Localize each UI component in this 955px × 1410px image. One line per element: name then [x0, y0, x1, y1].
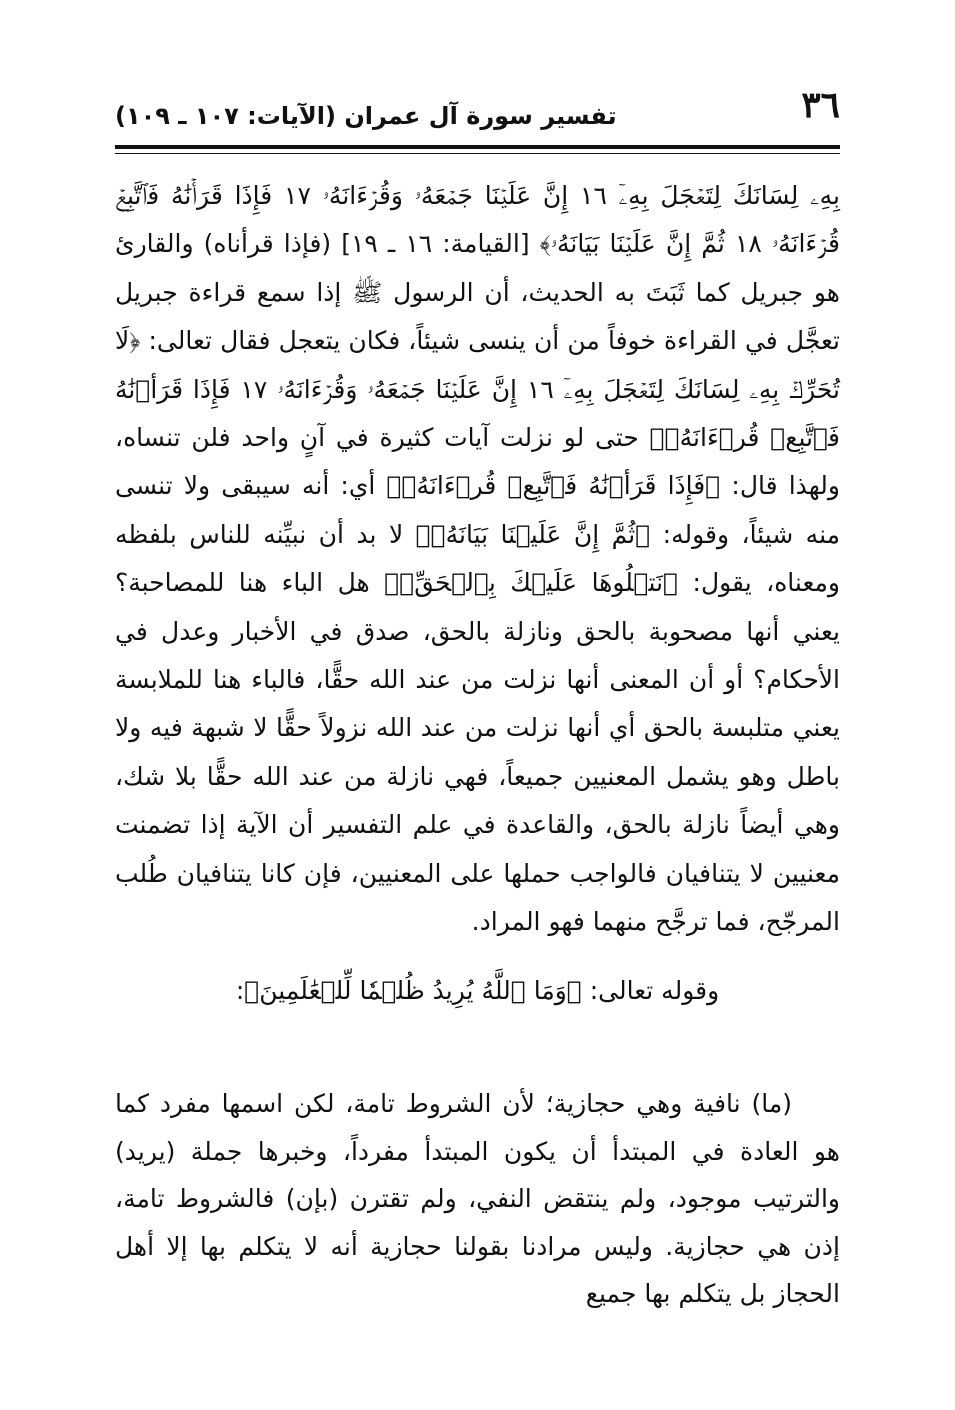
header-rule-thick — [115, 145, 840, 149]
main-text-block — [115, 172, 840, 1041]
running-title: تفسير سورة آل عمران (الآيات: ١٠٧ ـ ١٠٩) — [115, 102, 617, 130]
page-number: ٣٦ — [801, 84, 840, 126]
header-rule-thin — [115, 153, 840, 154]
paragraph-tafsir: بِهِۦ لِسَانَكَ لِتَعۡجَلَ بِهِۦٓ ١٦ إِنَّ عَلَيۡنَا جَمۡعَهُۥ وَقُرۡءَانَهُۥ ١٧ فَإِذَا قَرَأۡنَٰهُ فَٱتَّبِعۡ قُرۡءَانَهُۥ ١٨ ثُمَّ إِنَّ عَلَيۡنَا بَيَانَهُۥ﴾ [القيامة: ١٦ ـ ١٩] (فإذا قرأناه) والقارئ هو جبريل كما ثَبَتَ به الحديث، أن الرسول ﷺ إذا سمع قراءة جبريل تعجَّل في القراءة خوفاً من أن ينسى شيئاً، فكان يتعجل فقال تعالى: ﴿لَا تُحَرِّكۡ بِهِۦ لِسَانَكَ لِتَعۡجَلَ بِهِۦٓ ١٦ إِنَّ عَلَيۡنَا جَمۡعَهُۥ وَقُرۡءَانَهُۥ ١٧ فَإِذَا قَرَأۡنَٰهُ فَٱتَّبِعۡ قُرۡءَانَهُۥ﴾ حتى لو نزلت آيات كثيرة في آنٍ واحد فلن تنساه، ولهذا قال: ﴿فَإِذَا قَرَأۡنَٰهُ فَٱتَّبِعۡ قُرۡءَانَهُۥ﴾ أي: أنه سيبقى ولا تنسى منه شيئاً، وقوله: ﴿ثُمَّ إِنَّ عَلَيۡنَا بَيَانَهُۥ﴾ لا بد أن نبيِّنه للناس بلفظه ومعناه، يقول: ﴿نَتۡلُوهَا عَلَيۡكَ بِٱلۡحَقِّۗ﴾ هل الباء هنا للمصاحبة؟ يعني أنها مصحوبة بالحق ونازلة بالحق، صدق في الأخبار وعدل في الأحكام؟ أو أن المعنى أنها نزلت من عند الله حقًّا، فالباء هنا للملابسة يعني متلبسة بالحق أي أنها نزلت من عند الله نزولاً حقًّا لا شبهة فيه ولا باطل وهو يشمل المعنيين جميعاً، فهي نازلة من عند الله حقًّا بلا شك، وهي أيضاً نازلة بالحق، والقاعدة في علم التفسير أن الآية إذا تضمنت معنيين لا يتنافيان فالواجب حملها على المعنيين، فإن كانا يتنافيان طُلب المرجّح، فما ترجَّح منهما فهو المراد. — [115, 181, 840, 937]
verse-heading: وقوله تعالى: ﴿وَمَا ٱللَّهُ يُرِيدُ ظُلۡمٗا لِّلۡعَٰلَمِينَ﴾: — [235, 975, 720, 1005]
running-header — [115, 82, 840, 142]
paragraph-grammar: (ما) نافية وهي حجازية؛ لأن الشروط تامة، لكن اسمها مفرد كما هو العادة في المبتدأ أن يكون المبتدأ مفرداً، وخبرها جملة (يريد) والترتيب موجود، ولم ينتقض النفي، ولم تقترن (بإن) فالشروط تامة، إذن هي حجازية. وليس مرادنا بقولنا حجازية أنه لا يتكلم بها إلا أهل الحجاز بل يتكلم بها جميع — [115, 1089, 840, 1308]
second-text-block — [115, 1080, 840, 1318]
